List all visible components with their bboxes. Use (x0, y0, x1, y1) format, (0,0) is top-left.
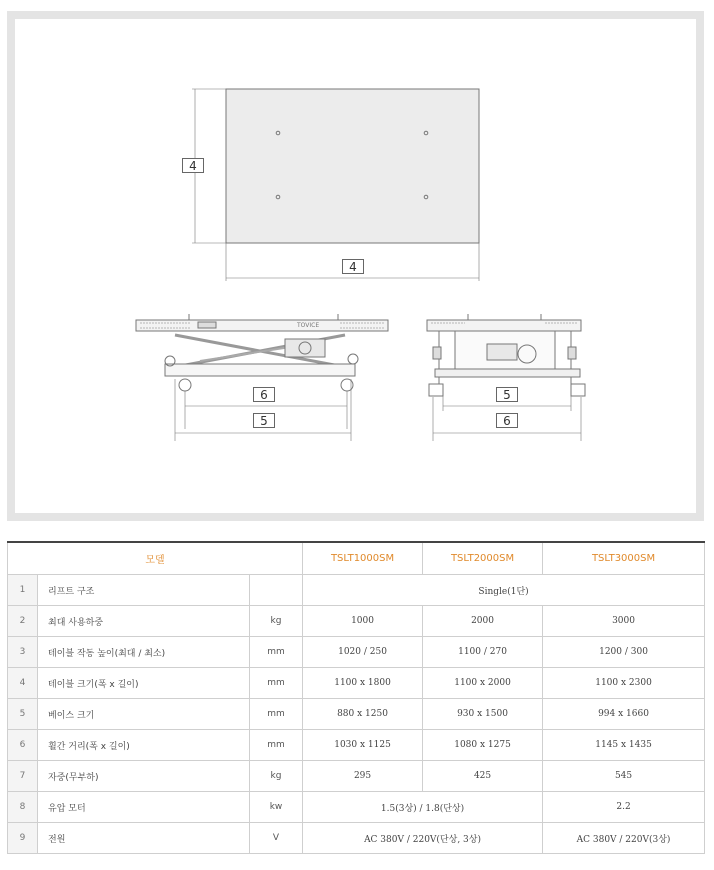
spec-item: 테이블 작동 높이(최대 / 최소) (38, 637, 250, 668)
spec-value: 1100 x 2000 (423, 668, 543, 699)
spec-value: AC 380V / 220V(3상) (543, 823, 705, 854)
dim-front-inner: 5 (496, 387, 518, 402)
model-header: 모델 (8, 542, 303, 575)
model-name: TSLT3000SM (543, 542, 705, 575)
spec-unit: mm (250, 637, 303, 668)
table-row (8, 730, 705, 761)
dim-front-outer: 6 (496, 413, 518, 428)
table-row (8, 637, 705, 668)
spec-unit: kg (250, 606, 303, 637)
spec-value: 930 x 1500 (423, 699, 543, 730)
row-number: 9 (8, 823, 38, 854)
table-row (8, 761, 705, 792)
spec-unit: V (250, 823, 303, 854)
spec-value: 3000 (543, 606, 705, 637)
spec-item: 자중(무부하) (38, 761, 250, 792)
spec-value: AC 380V / 220V(단상, 3상) (303, 823, 543, 854)
spec-value: 1100 / 270 (423, 637, 543, 668)
spec-value: 1145 x 1435 (543, 730, 705, 761)
spec-table (7, 541, 705, 854)
model-name: TSLT1000SM (303, 542, 423, 575)
row-number: 7 (8, 761, 38, 792)
spec-item: 휠간 거리(폭 x 길이) (38, 730, 250, 761)
spec-unit: mm (250, 730, 303, 761)
row-number: 4 (8, 668, 38, 699)
spec-value: 994 x 1660 (543, 699, 705, 730)
spec-value: 1030 x 1125 (303, 730, 423, 761)
table-row (8, 575, 705, 606)
spec-value: 295 (303, 761, 423, 792)
spec-unit: kw (250, 792, 303, 823)
row-number: 3 (8, 637, 38, 668)
table-row (8, 699, 705, 730)
dim-side-inner: 6 (253, 387, 275, 402)
row-number: 1 (8, 575, 38, 606)
spec-unit: mm (250, 668, 303, 699)
spec-value: 2.2 (543, 792, 705, 823)
spec-value: Single(1단) (303, 575, 705, 606)
spec-value: 1200 / 300 (543, 637, 705, 668)
spec-value: 1080 x 1275 (423, 730, 543, 761)
spec-unit: kg (250, 761, 303, 792)
spec-unit: mm (250, 699, 303, 730)
dim-top-width: 4 (342, 259, 364, 274)
model-name: TSLT2000SM (423, 542, 543, 575)
dim-side-outer: 5 (253, 413, 275, 428)
spec-item: 리프트 구조 (38, 575, 250, 606)
spec-value: 1000 (303, 606, 423, 637)
row-number: 6 (8, 730, 38, 761)
spec-value: 880 x 1250 (303, 699, 423, 730)
row-number: 8 (8, 792, 38, 823)
brand-label: TOVICE (297, 322, 320, 329)
spec-value: 1.5(3상) / 1.8(단상) (303, 792, 543, 823)
drawing-frame (7, 11, 704, 521)
spec-header-row (8, 542, 705, 575)
spec-unit (250, 575, 303, 606)
table-row (8, 668, 705, 699)
spec-value: 1020 / 250 (303, 637, 423, 668)
spec-item: 유압 모터 (38, 792, 250, 823)
spec-value: 545 (543, 761, 705, 792)
spec-value: 425 (423, 761, 543, 792)
spec-body (8, 575, 705, 854)
dim-top-height: 4 (182, 158, 204, 173)
top-view (192, 89, 479, 281)
spec-value: 2000 (423, 606, 543, 637)
spec-value: 1100 x 1800 (303, 668, 423, 699)
spec-item: 전원 (38, 823, 250, 854)
spec-value: 1100 x 2300 (543, 668, 705, 699)
row-number: 5 (8, 699, 38, 730)
table-row (8, 792, 705, 823)
table-row (8, 823, 705, 854)
spec-item: 베이스 크기 (38, 699, 250, 730)
table-row (8, 606, 705, 637)
technical-drawing (15, 19, 696, 513)
row-number: 2 (8, 606, 38, 637)
spec-item: 테이블 크기(폭 x 길이) (38, 668, 250, 699)
spec-item: 최대 사용하중 (38, 606, 250, 637)
